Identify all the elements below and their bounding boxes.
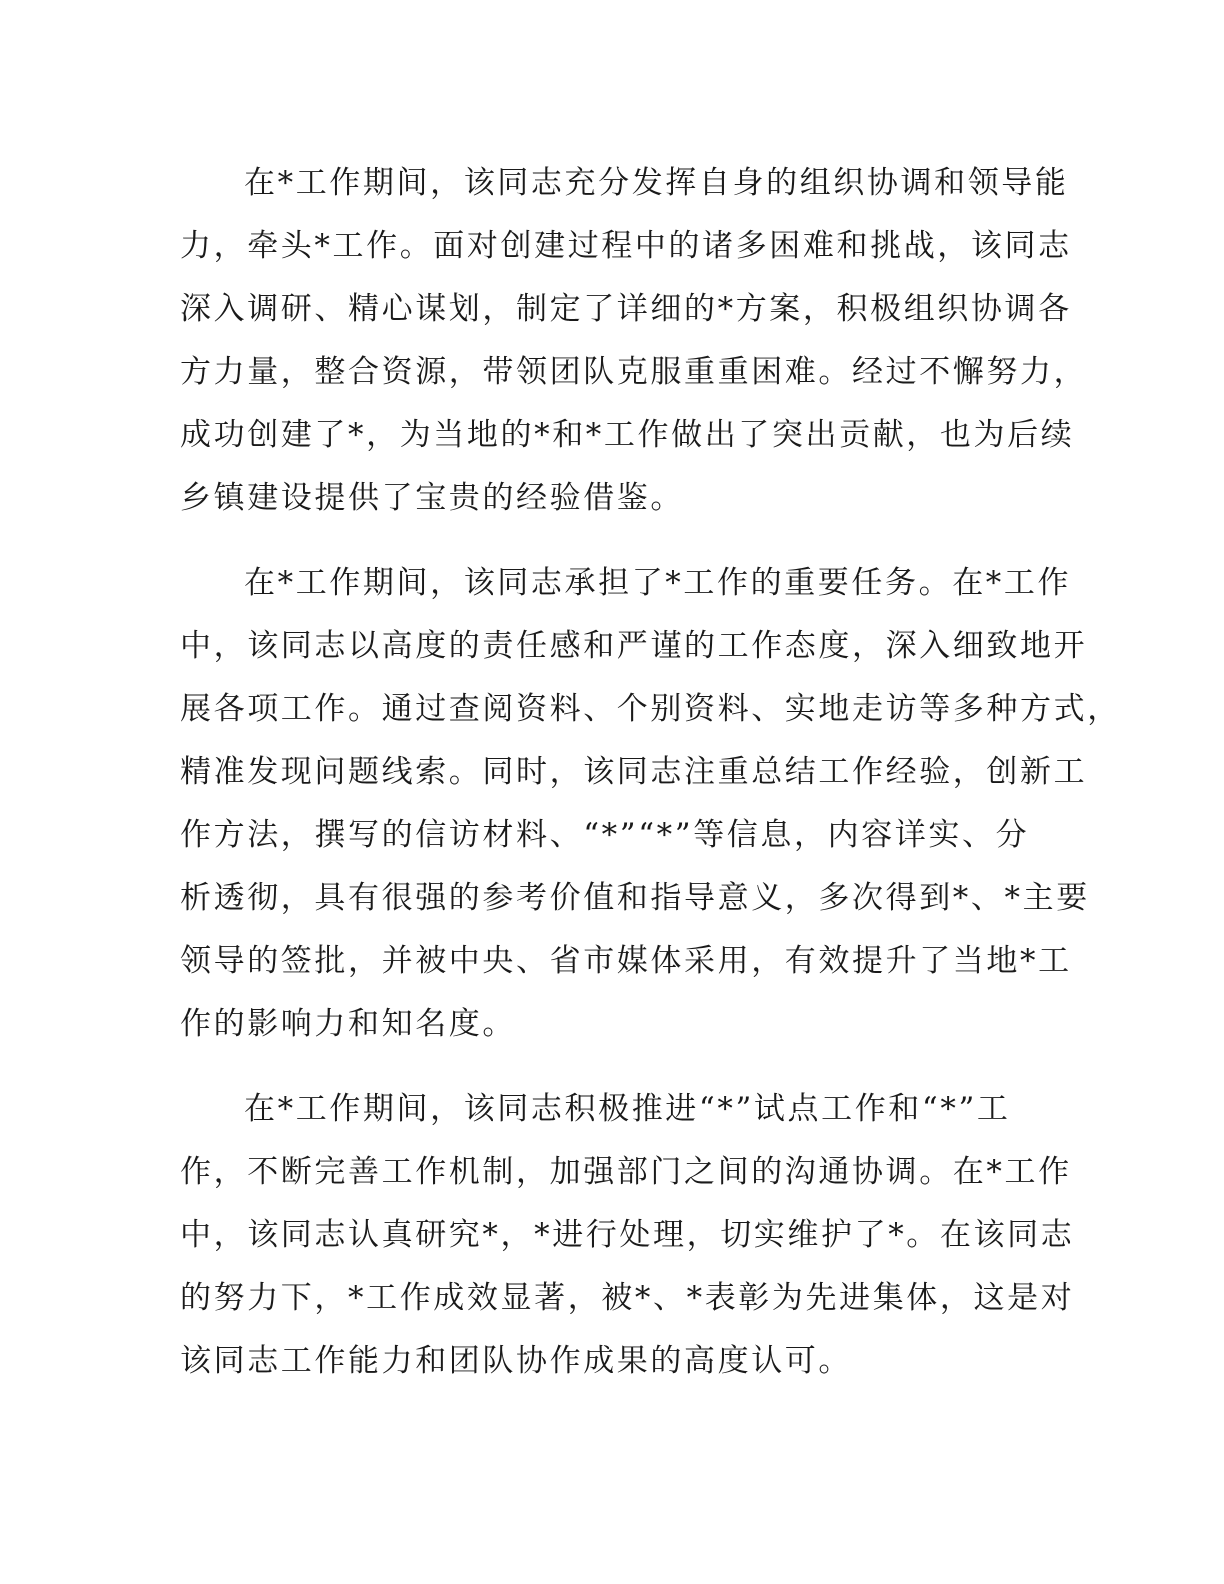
paragraph-line: 领导的签批，并被中央、省市媒体采用，有效提升了当地*工 [180, 943, 1072, 979]
paragraph-line: 中，该同志认真研究*，*进行处理，切实维护了*。在该同志 [180, 1217, 1075, 1253]
paragraph-line: 精准发现问题线索。同时，该同志注重总结工作经验，创新工 [180, 754, 1088, 790]
paragraph-line: 作方法，撰写的信访材料、“*”“*”等信息，内容详实、分 [180, 817, 1030, 853]
paragraph-line: 乡镇建设提供了宝贵的经验借鉴。 [180, 480, 684, 516]
paragraph-line: 的努力下，*工作成效显著，被*、*表彰为先进集体，这是对 [180, 1280, 1075, 1316]
paragraph-line: 中，该同志以高度的责任感和严谨的工作态度，深入细致地开 [180, 628, 1088, 664]
paragraph-3 [180, 1078, 1075, 1393]
paragraph-line: 在*工作期间，该同志承担了*工作的重要任务。在*工作 [244, 565, 1072, 601]
paragraph-line: 方力量，整合资源，带领团队克服重重困难。经过不懈努力， [180, 354, 1088, 390]
paragraph-2 [180, 552, 1121, 1056]
paragraph-line: 力，牵头*工作。面对创建过程中的诸多困难和挑战，该同志 [180, 228, 1072, 264]
paragraph-spacer [180, 1060, 1060, 1078]
paragraph-spacer [180, 534, 1060, 552]
paragraph-line: 作，不断完善工作机制，加强部门之间的沟通协调。在*工作 [180, 1154, 1072, 1190]
paragraph-line: 作的影响力和知名度。 [180, 1006, 516, 1042]
paragraph-1 [180, 152, 1088, 530]
paragraph-line: 析透彻，具有很强的参考价值和指导意义，多次得到*、*主要 [180, 880, 1090, 916]
paragraph-line: 展各项工作。通过查阅资料、个别资料、实地走访等多种方式， [180, 691, 1121, 727]
paragraph-line: 在*工作期间，该同志积极推进“*”试点工作和“*”工 [244, 1091, 1011, 1127]
paragraph-line: 该同志工作能力和团队协作成果的高度认可。 [180, 1343, 852, 1379]
paragraph-line: 在*工作期间，该同志充分发挥自身的组织协调和领导能 [244, 165, 1069, 201]
paragraph-line: 深入调研、精心谋划，制定了详细的*方案，积极组织协调各 [180, 291, 1072, 327]
paragraph-line: 成功创建了*，为当地的*和*工作做出了突出贡献，也为后续 [180, 417, 1075, 453]
document-body [180, 152, 1121, 1397]
